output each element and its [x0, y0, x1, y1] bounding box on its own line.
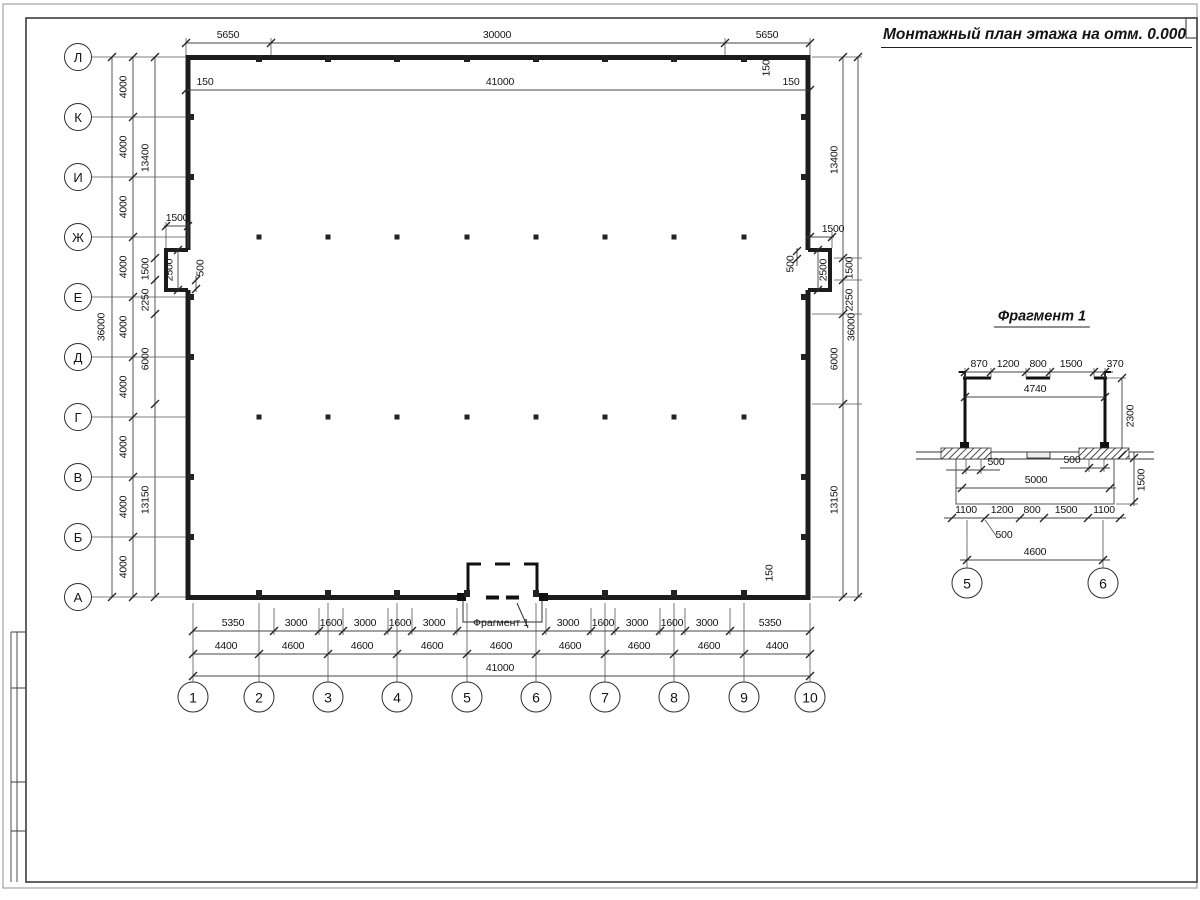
dim-label: 30000: [482, 29, 512, 41]
dim-label: 4740: [1023, 383, 1047, 395]
dim-label: 1600: [591, 617, 615, 629]
dim-label: 4600: [489, 640, 513, 652]
page-title: Монтажный план этажа на отм. 0.000: [881, 26, 1192, 48]
row-axis-К: К: [64, 103, 92, 131]
col-axis-5: 5: [452, 682, 483, 713]
dim-label: 3000: [353, 617, 377, 629]
title-strip: [11, 632, 26, 882]
sheet-frame: [3, 4, 1197, 888]
row-axis-Г: Г: [64, 403, 92, 431]
dim-label: 4000: [117, 315, 130, 339]
row-axis-А: А: [64, 583, 92, 611]
dim-label: 36000: [845, 312, 858, 342]
col-axis-1: 1: [178, 682, 209, 713]
dim-label: 6000: [828, 347, 841, 371]
row-axis-В: В: [64, 463, 92, 491]
row-axis-Л: Л: [64, 43, 92, 71]
dim-label: 4000: [117, 135, 130, 159]
dim-label: 150: [782, 76, 800, 88]
column-marks: [188, 55, 807, 597]
col-axis-4: 4: [382, 682, 413, 713]
dim-label: 500: [1063, 454, 1081, 466]
dim-label: 2250: [139, 288, 152, 312]
dim-label: 4600: [420, 640, 444, 652]
dim-label: 5000: [1024, 474, 1048, 486]
dim-label: 4600: [281, 640, 305, 652]
dim-label: 1500: [1054, 504, 1078, 516]
dim-label: 6000: [139, 347, 152, 371]
dim-label: 13150: [828, 485, 841, 515]
dim-label: 500: [194, 259, 207, 277]
row-axis-Ж: Ж: [64, 223, 92, 251]
dim-label: 1500: [1135, 468, 1148, 492]
drawing-frame: [26, 18, 1197, 882]
dim-label: 5350: [758, 617, 782, 629]
dim-label: 1600: [319, 617, 343, 629]
dim-label: 41000: [485, 662, 515, 674]
dim-label: 4600: [350, 640, 374, 652]
dim-label: 1200: [996, 358, 1020, 370]
dim-label: 150: [196, 76, 214, 88]
dim-label: 4400: [214, 640, 238, 652]
dim-label: 1500: [1059, 358, 1083, 370]
dim-label: 4000: [117, 375, 130, 399]
dim-label: 1500: [165, 212, 189, 224]
dim-label: 5650: [216, 29, 240, 41]
col-axis-7: 7: [590, 682, 621, 713]
dim-label: 2500: [163, 258, 176, 282]
dim-label: 5650: [755, 29, 779, 41]
fragment-title: Фрагмент 1: [994, 309, 1090, 328]
col-axis-3: 3: [313, 682, 344, 713]
fragment-detail: [916, 368, 1154, 568]
dim-label: 500: [995, 529, 1013, 541]
dim-label: 370: [1106, 358, 1124, 370]
dim-label: 4600: [1023, 546, 1047, 558]
dim-label: 1600: [388, 617, 412, 629]
dim-label: 13400: [139, 143, 152, 173]
dim-label: 3000: [422, 617, 446, 629]
col-axis-6: 6: [521, 682, 552, 713]
dim-label: 41000: [485, 76, 515, 88]
dim-label: 4000: [117, 435, 130, 459]
dim-label: 150: [763, 564, 776, 582]
dim-label: 2500: [817, 258, 830, 282]
row-axis-Д: Д: [64, 343, 92, 371]
dim-label: 4600: [697, 640, 721, 652]
plan-dimension-lines: [112, 43, 858, 676]
dim-label: 4000: [117, 555, 130, 579]
dim-label: 3000: [284, 617, 308, 629]
dim-label: 13400: [828, 145, 841, 175]
dim-label: 4000: [117, 75, 130, 99]
dim-label: 1500: [821, 223, 845, 235]
col-axis-9: 9: [729, 682, 760, 713]
dim-label: 800: [1029, 358, 1047, 370]
dim-label: 4600: [627, 640, 651, 652]
building-walls: [163, 55, 830, 600]
dim-label: 1200: [990, 504, 1014, 516]
dim-label: 4400: [765, 640, 789, 652]
dim-label: 1500: [843, 256, 856, 280]
fragment-callout-label: Фрагмент 1: [473, 617, 529, 629]
dim-label: 3000: [695, 617, 719, 629]
dim-label: 4000: [117, 255, 130, 279]
generated-lines: [91, 57, 810, 683]
dim-label: 3000: [556, 617, 580, 629]
dim-label: 4600: [558, 640, 582, 652]
dim-label: 13150: [139, 485, 152, 515]
dim-label: 2300: [1124, 404, 1137, 428]
dim-label: 1100: [955, 504, 977, 516]
dim-label: 500: [987, 456, 1005, 468]
dim-label: 3000: [625, 617, 649, 629]
row-axis-Е: Е: [64, 283, 92, 311]
wall-niche-left-right: [163, 250, 830, 290]
dim-label: 1100: [1093, 504, 1115, 516]
col-axis-8: 8: [659, 682, 690, 713]
fragment-axis-5: 5: [952, 568, 983, 599]
plan-extension-lines: [163, 38, 862, 597]
dim-label: 500: [784, 255, 797, 273]
col-axis-2: 2: [244, 682, 275, 713]
dim-label: 2250: [843, 288, 856, 312]
dim-label: 4000: [117, 195, 130, 219]
dim-label: 870: [970, 358, 988, 370]
dim-label: 150: [760, 59, 773, 77]
dim-label: 1500: [139, 257, 152, 281]
row-axis-Б: Б: [64, 523, 92, 551]
dim-label: 5350: [221, 617, 245, 629]
dim-label: 800: [1023, 504, 1041, 516]
dim-label: 4000: [117, 495, 130, 519]
dim-label: 36000: [95, 312, 108, 342]
col-axis-10: 10: [795, 682, 826, 713]
row-axis-И: И: [64, 163, 92, 191]
dim-label: 1600: [660, 617, 684, 629]
fragment-axis-6: 6: [1088, 568, 1119, 599]
